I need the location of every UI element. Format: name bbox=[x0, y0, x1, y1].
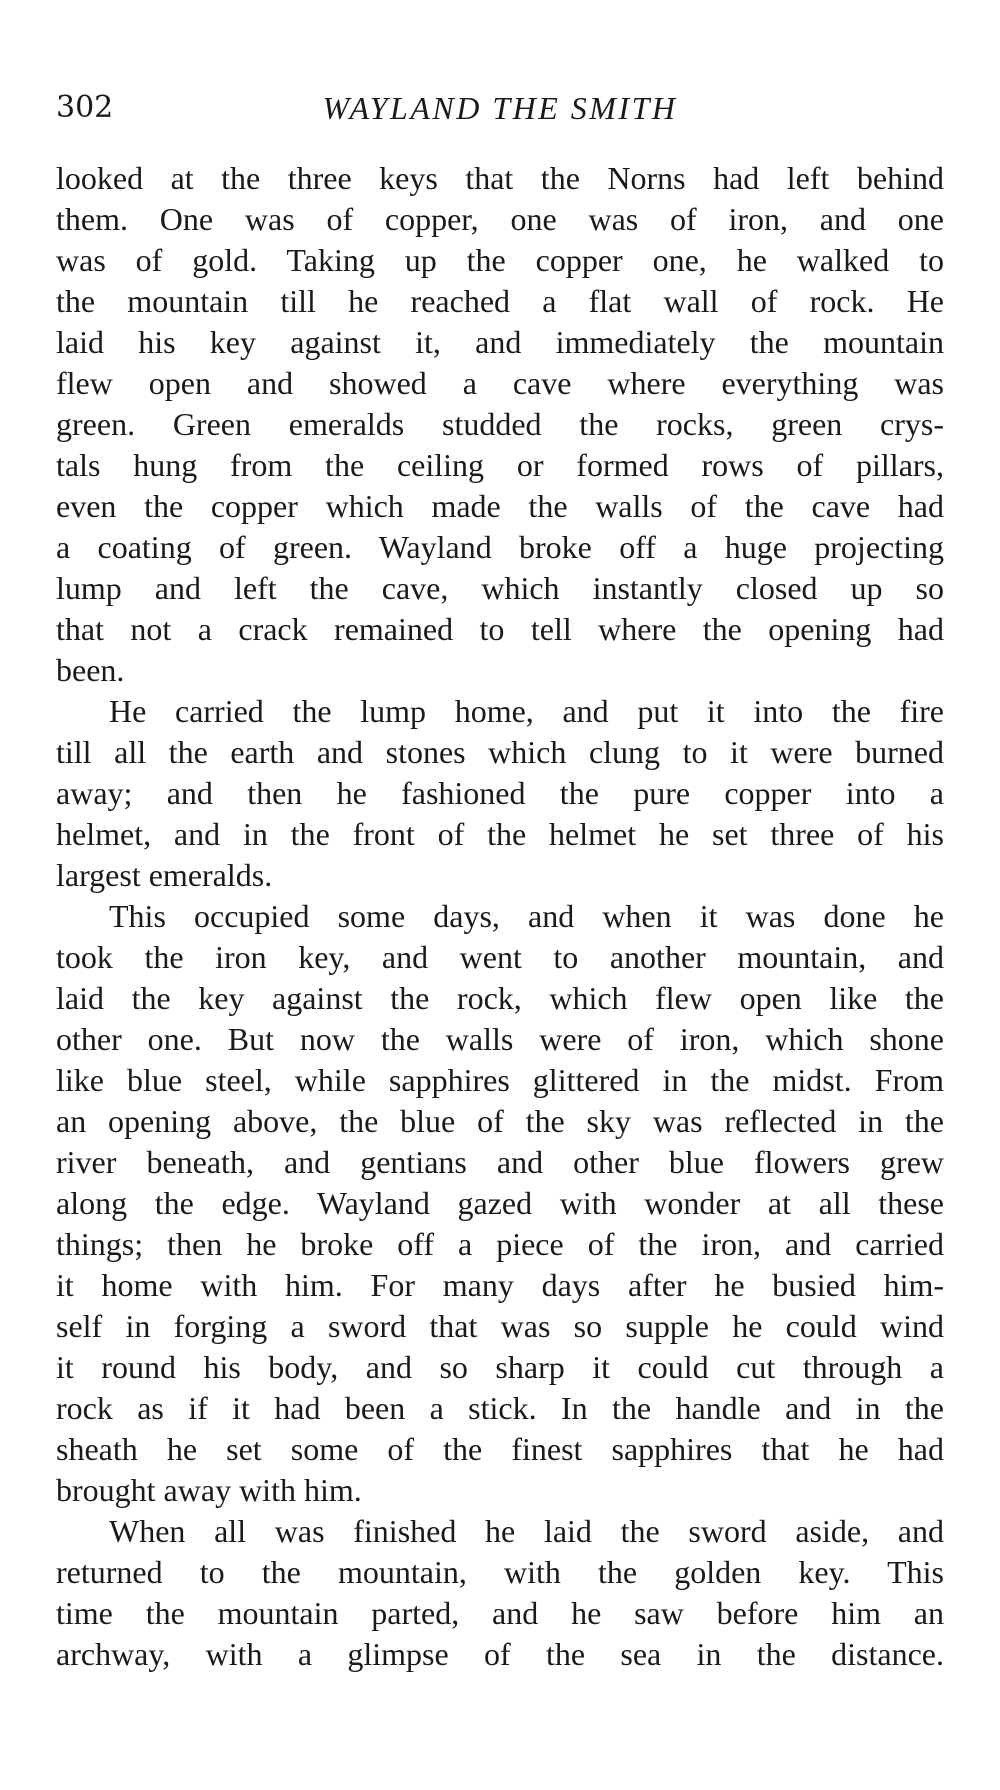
running-head: WAYLAND THE SMITH bbox=[322, 90, 678, 126]
paragraph bbox=[56, 158, 944, 691]
text-line: tals hung from the ceiling or formed rows of pillars, bbox=[56, 447, 944, 483]
text-line: been. bbox=[56, 652, 125, 688]
text-line: things; then he broke off a piece of the iron, and carried bbox=[56, 1226, 944, 1262]
text-line: the mountain till he reached a flat wall of rock. He bbox=[56, 283, 944, 319]
paragraph bbox=[56, 896, 944, 1511]
text-line: sheath he set some of the finest sapphires that he had bbox=[56, 1431, 944, 1467]
text-line: looked at the three keys that the Norns had left behind bbox=[56, 160, 944, 196]
text-line: it home with him. For many days after he busied him- bbox=[56, 1267, 944, 1303]
text-line: that not a crack remained to tell where the opening had bbox=[56, 611, 944, 647]
text-line: rock as if it had been a stick. In the handle and in the bbox=[56, 1390, 944, 1426]
text-line: laid the key against the rock, which flew open like the bbox=[56, 980, 944, 1016]
text-line: other one. But now the walls were of iron, which shone bbox=[56, 1021, 944, 1057]
text-line: returned to the mountain, with the golden key. This bbox=[56, 1554, 944, 1590]
text-line: like blue steel, while sapphires glittered in the midst. From bbox=[56, 1062, 944, 1098]
text-line: time the mountain parted, and he saw before him an bbox=[56, 1595, 944, 1631]
page-number: 302 bbox=[56, 90, 114, 125]
text-line: green. Green emeralds studded the rocks, green crys- bbox=[56, 406, 944, 442]
text-line: river beneath, and gentians and other blue flowers grew bbox=[56, 1144, 944, 1180]
text-line: brought away with him. bbox=[56, 1472, 362, 1508]
text-line: lump and left the cave, which instantly closed up so bbox=[56, 570, 944, 606]
paragraph bbox=[56, 1511, 944, 1675]
text-line: When all was finished he laid the sword aside, and bbox=[109, 1513, 944, 1549]
text-line: along the edge. Wayland gazed with wonder at all these bbox=[56, 1185, 944, 1221]
text-line: laid his key against it, and immediately the mountain bbox=[56, 324, 944, 360]
text-line: an opening above, the blue of the sky was reflected in the bbox=[56, 1103, 944, 1139]
page-header bbox=[56, 88, 944, 132]
text-line: largest emeralds. bbox=[56, 857, 273, 893]
text-line: helmet, and in the front of the helmet he set three of his bbox=[56, 816, 944, 852]
text-line: self in forging a sword that was so supple he could wind bbox=[56, 1308, 944, 1344]
text-line: a coating of green. Wayland broke off a huge projecting bbox=[56, 529, 944, 565]
text-line: away; and then he fashioned the pure copper into a bbox=[56, 775, 944, 811]
text-line: flew open and showed a cave where everything was bbox=[56, 365, 944, 401]
text-line: even the copper which made the walls of the cave had bbox=[56, 488, 944, 524]
paragraph bbox=[56, 691, 944, 896]
body-text bbox=[56, 158, 944, 1675]
text-line: took the iron key, and went to another mountain, and bbox=[56, 939, 944, 975]
text-line: them. One was of copper, one was of iron, and one bbox=[56, 201, 944, 237]
text-line: was of gold. Taking up the copper one, he walked to bbox=[56, 242, 944, 278]
text-line: till all the earth and stones which clung to it were burned bbox=[56, 734, 944, 770]
text-line: it round his body, and so sharp it could cut through a bbox=[56, 1349, 944, 1385]
text-line: This occupied some days, and when it was done he bbox=[109, 898, 944, 934]
text-line: He carried the lump home, and put it into the fire bbox=[109, 693, 944, 729]
text-line: archway, with a glimpse of the sea in the distance. bbox=[56, 1636, 944, 1672]
